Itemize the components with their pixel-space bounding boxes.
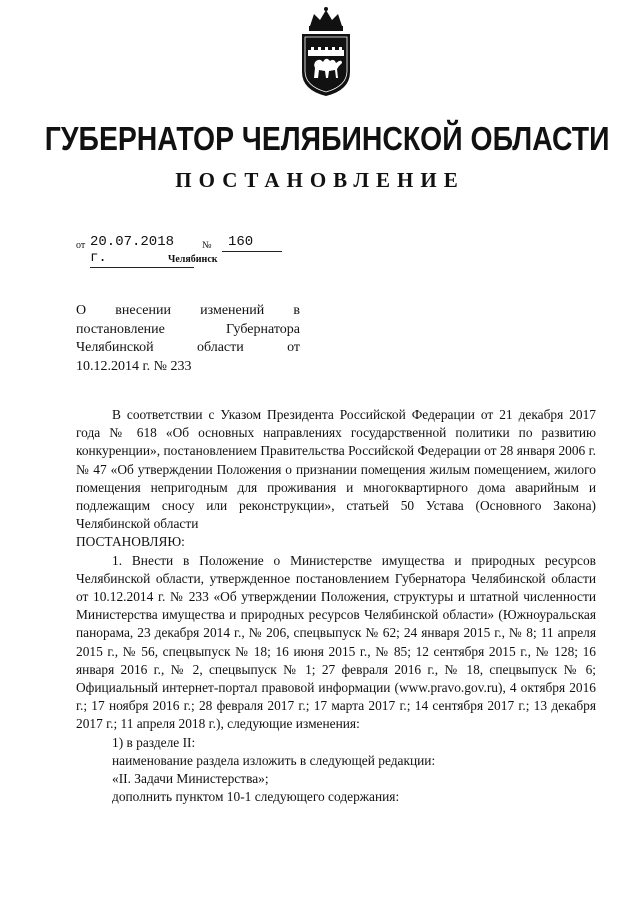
chelyabinsk-coat-of-arms-icon bbox=[296, 6, 356, 98]
subject-line: постановление Губернатора bbox=[76, 321, 300, 337]
document-subject bbox=[76, 302, 300, 376]
decree-word: ПОСТАНОВЛЯЮ: bbox=[76, 534, 185, 550]
document-date: 20.07.2018 г. bbox=[90, 234, 194, 268]
subject-line: Челябинской области от bbox=[76, 340, 300, 355]
subitem-paragraph: наименование раздела изложить в следующей редакции: bbox=[112, 752, 436, 768]
authority-title: ГУБЕРНАТОР ЧЕЛЯБИНСКОЙ ОБЛАСТИ bbox=[44, 120, 610, 157]
date-prefix-label: от bbox=[76, 240, 86, 251]
number-label: № bbox=[202, 240, 212, 251]
subitem-paragraph: 1) в разделе II: bbox=[112, 734, 196, 750]
item-1-paragraph: 1. Внести в Положение о Министерстве имущества и природных ресурсов Челябинской области, утвержденное постановлением Губернатора Челябинской области от 10.12.2014 г. № 233 «Об утверждении Положения, структуры и штатной численности Министерства имущества и природных ресурсов Челябинской области» (Южноуральская панорама, 23 декабря 2014 г., № 206, спецвыпуск № 62; 24 января 2015 г., № 8; 11 апреля 2015 г., № 56, спецвыпуск № 18; 16 июня 2015 г., № 85; 12 сентября 2015 г., № 128; 16 января 2016 г., № 2, спецвыпуск № 1; 27 февраля 2016 г., № 18, спецвыпуск № 6; Официальный интернет-портал правовой информации (www.pravo.gov.ru), 4 октября 2016 г.; 17 ноября 2016 г.; 28 февраля 2017 г.; 17 марта 2017 г.; 14 сентября 2017 г.; 13 декабря 2017 г.; 11 апреля 2018 г.), следующие изменения: bbox=[76, 552, 596, 732]
preamble-paragraph: В соответствии с Указом Президента Российской Федерации от 21 декабря 2017 года № 618 «Об основных направлениях государственной политики по развитию конкуренции», постановлением Правительства Российской Федерации от 28 января 2006 г. № 47 «Об утверждении Положения о признании помещения жилым помещением, жилого помещения непригодным для проживания и многоквартирного дома аварийным и подлежащим сносу или реконструкции», статьей 50 Устава (Основного Закона) Челябинской области bbox=[76, 407, 596, 532]
document-type-title: ПОСТАНОВЛЕНИЕ bbox=[175, 168, 465, 192]
city-label: Челябинск bbox=[168, 254, 218, 265]
subitem-paragraph: «II. Задачи Министерства»; bbox=[112, 771, 269, 787]
document-number: 160 bbox=[222, 234, 282, 252]
subject-line: 10.12.2014 г. № 233 bbox=[76, 358, 192, 374]
document-body bbox=[76, 406, 596, 806]
subitem-paragraph: дополнить пунктом 10-1 следующего содержания: bbox=[112, 789, 400, 805]
subject-line: О внесении изменений в bbox=[76, 303, 300, 318]
